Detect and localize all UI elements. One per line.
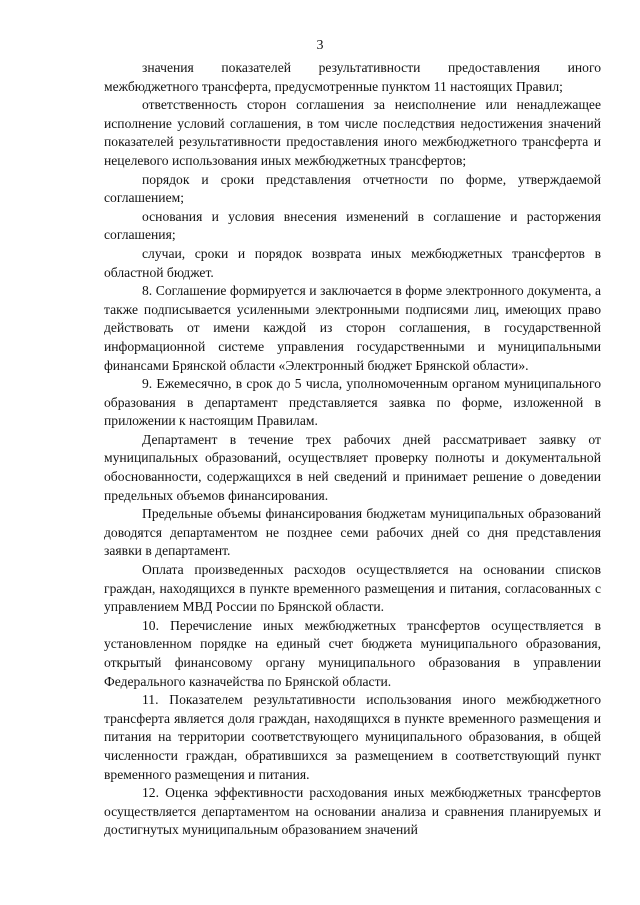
- paragraph: Оплата произведенных расходов осуществляется на основании списков граждан, находящихся в пункте временного размещения и питания, согласованных с управлением МВД России по Брянской области.: [104, 562, 601, 615]
- paragraph: Предельные объемы финансирования бюджетам муниципальных образований доводятся департаментом не позднее семи рабочих дней со дня представления заявки в департамент.: [104, 506, 601, 559]
- paragraph: порядок и сроки представления отчетности по форме, утверждаемой соглашением;: [104, 171, 601, 206]
- paragraph: 10. Перечисление иных межбюджетных трансфертов осуществляется в установленном порядке на единый счет бюджета муниципального образования, открытый финансовому органу муниципального образования в управлении Федерального казначейства по Брянской области.: [104, 617, 601, 689]
- paragraph: значения показателей результативности предоставления иного межбюджетного трансферта, предусмотренные пунктом 11 настоящих Правил;: [104, 60, 601, 94]
- page-number: 3: [316, 38, 324, 53]
- paragraph: 9. Ежемесячно, в срок до 5 числа, уполномоченным органом муниципального образования в департамент представляется заявка по форме, изложенной в приложении к настоящим Правилам.: [104, 376, 601, 429]
- paragraph: основания и условия внесения изменений в соглашение и расторжения соглашения;: [104, 208, 601, 243]
- paragraph: случаи, сроки и порядок возврата иных межбюджетных трансфертов в областной бюджет.: [104, 245, 601, 280]
- paragraph: 12. Оценка эффективности расходования иных межбюджетных трансфертов осуществляется департаментом на основании анализа и сравнения планируемых и достигнутых муниципальным образованием значений: [104, 785, 601, 838]
- paragraph: 11. Показателем результативности использования иного межбюджетного трансферта является доля граждан, находящихся в пункте временного размещения и питания на территории соответствующего муниципального образования, в общей численности граждан, обратившихся за размещением в соответствующий пункт временного размещения и питания.: [104, 692, 601, 782]
- paragraph: 8. Соглашение формируется и заключается в форме электронного документа, а также подписывается усиленными электронными подписями лиц, имеющих право действовать от имени каждой из сторон соглашения, в государственной информационной системе управления государственными и муниципальными финансами Брянской области «Электронный бюджет Брянской области».: [104, 283, 601, 373]
- paragraph: Департамент в течение трех рабочих дней рассматривает заявку от муниципальных образований, осуществляет проверку полноты и документальной обоснованности, содержащихся в ней сведений и принимает решение о доведении предельных объемов финансирования.: [104, 431, 601, 503]
- paragraph: ответственность сторон соглашения за неисполнение или ненадлежащее исполнение условий соглашения, в том числе последствия недостижения значений показателей результативности предоставления иного межбюджетного трансферта и нецелевого использования иных межбюджетных трансфертов;: [104, 97, 601, 168]
- document-body: [104, 59, 601, 840]
